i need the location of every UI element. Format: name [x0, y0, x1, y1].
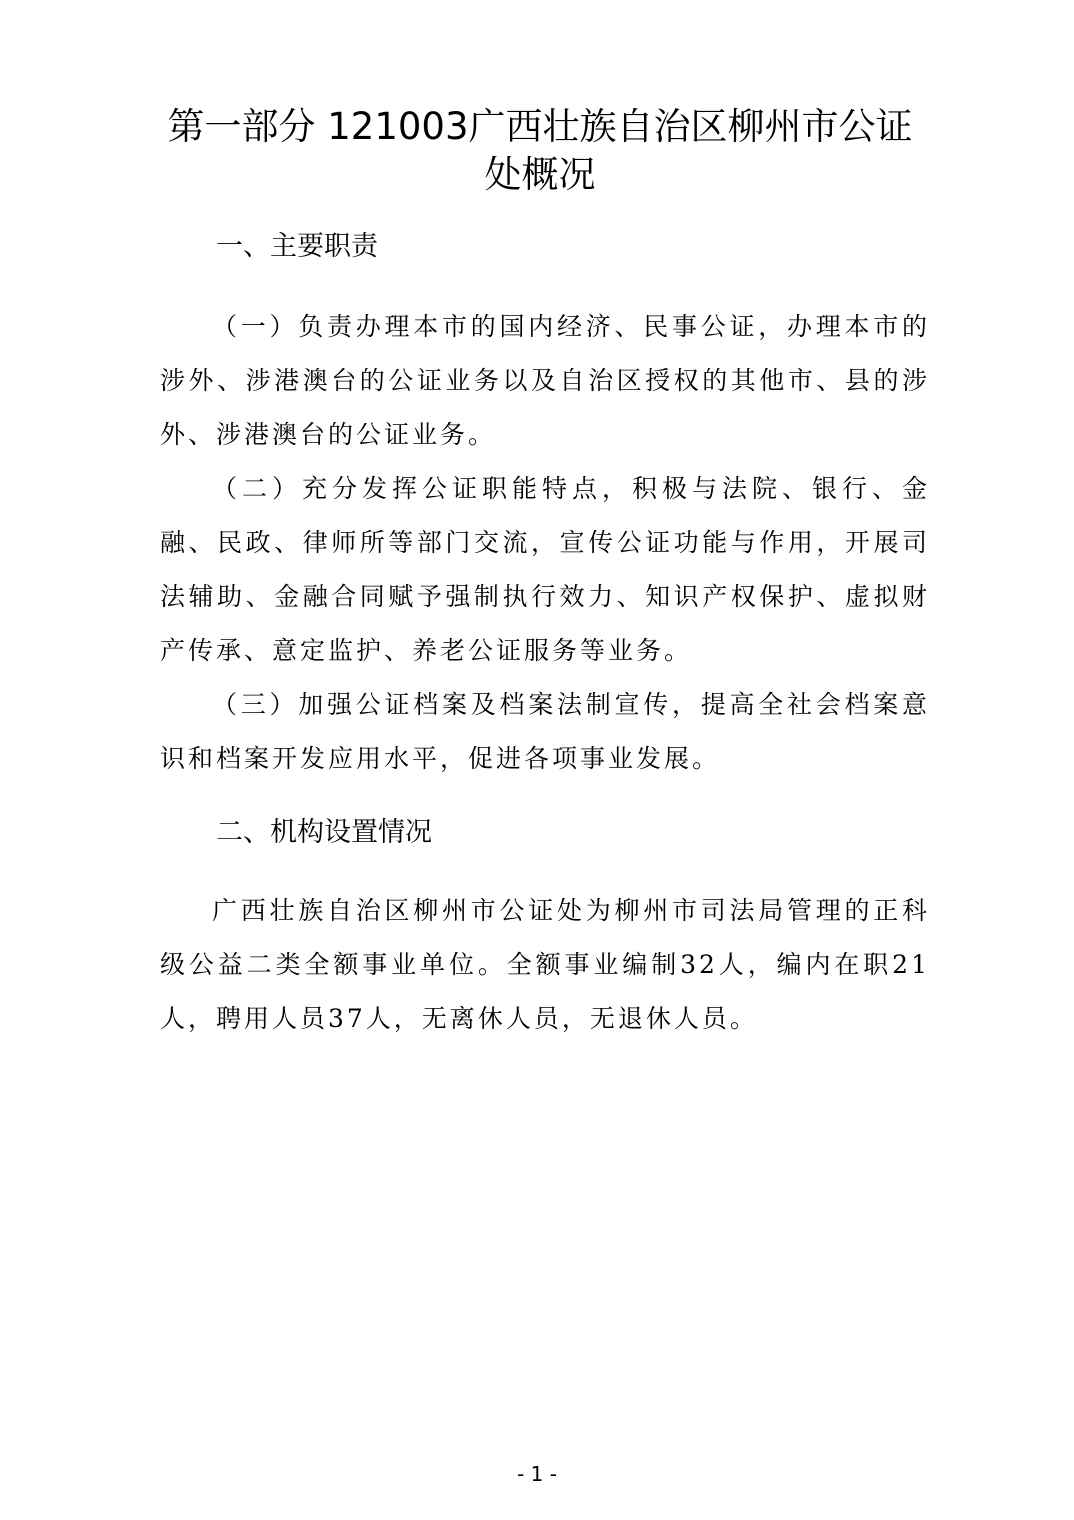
section-heading-organization: 二、机构设置情况 — [216, 817, 432, 848]
paragraph-organization: 广西壮族自治区柳州市公证处为柳州市司法局管理的正科级公益二类全额事业单位。全额事业编制32人，编内在职21人，聘用人员37人，无离休人员，无退休人员。 — [160, 896, 930, 1033]
paragraph-duty-1: （一）负责办理本市的国内经济、民事公证，办理本市的涉外、涉港澳台的公证业务以及自治区授权的其他市、县的涉外、涉港澳台的公证业务。 — [160, 312, 930, 449]
paragraph-duty-3: （三）加强公证档案及档案法制宣传，提高全社会档案意识和档案开发应用水平，促进各项事业发展。 — [160, 690, 930, 773]
page-number: - 1 - — [517, 1462, 557, 1486]
paragraph-duty-2: （二）充分发挥公证职能特点，积极与法院、银行、金融、民政、律师所等部门交流，宣传公证功能与作用，开展司法辅助、金融合同赋予强制执行效力、知识产权保护、虚拟财产传承、意定监护、养老公证服务等业务。 — [160, 474, 930, 665]
page-title: 第一部分 121003广西壮族自治区柳州市公证处概况 — [167, 105, 913, 196]
section-heading-main-duties: 一、主要职责 — [216, 231, 378, 262]
